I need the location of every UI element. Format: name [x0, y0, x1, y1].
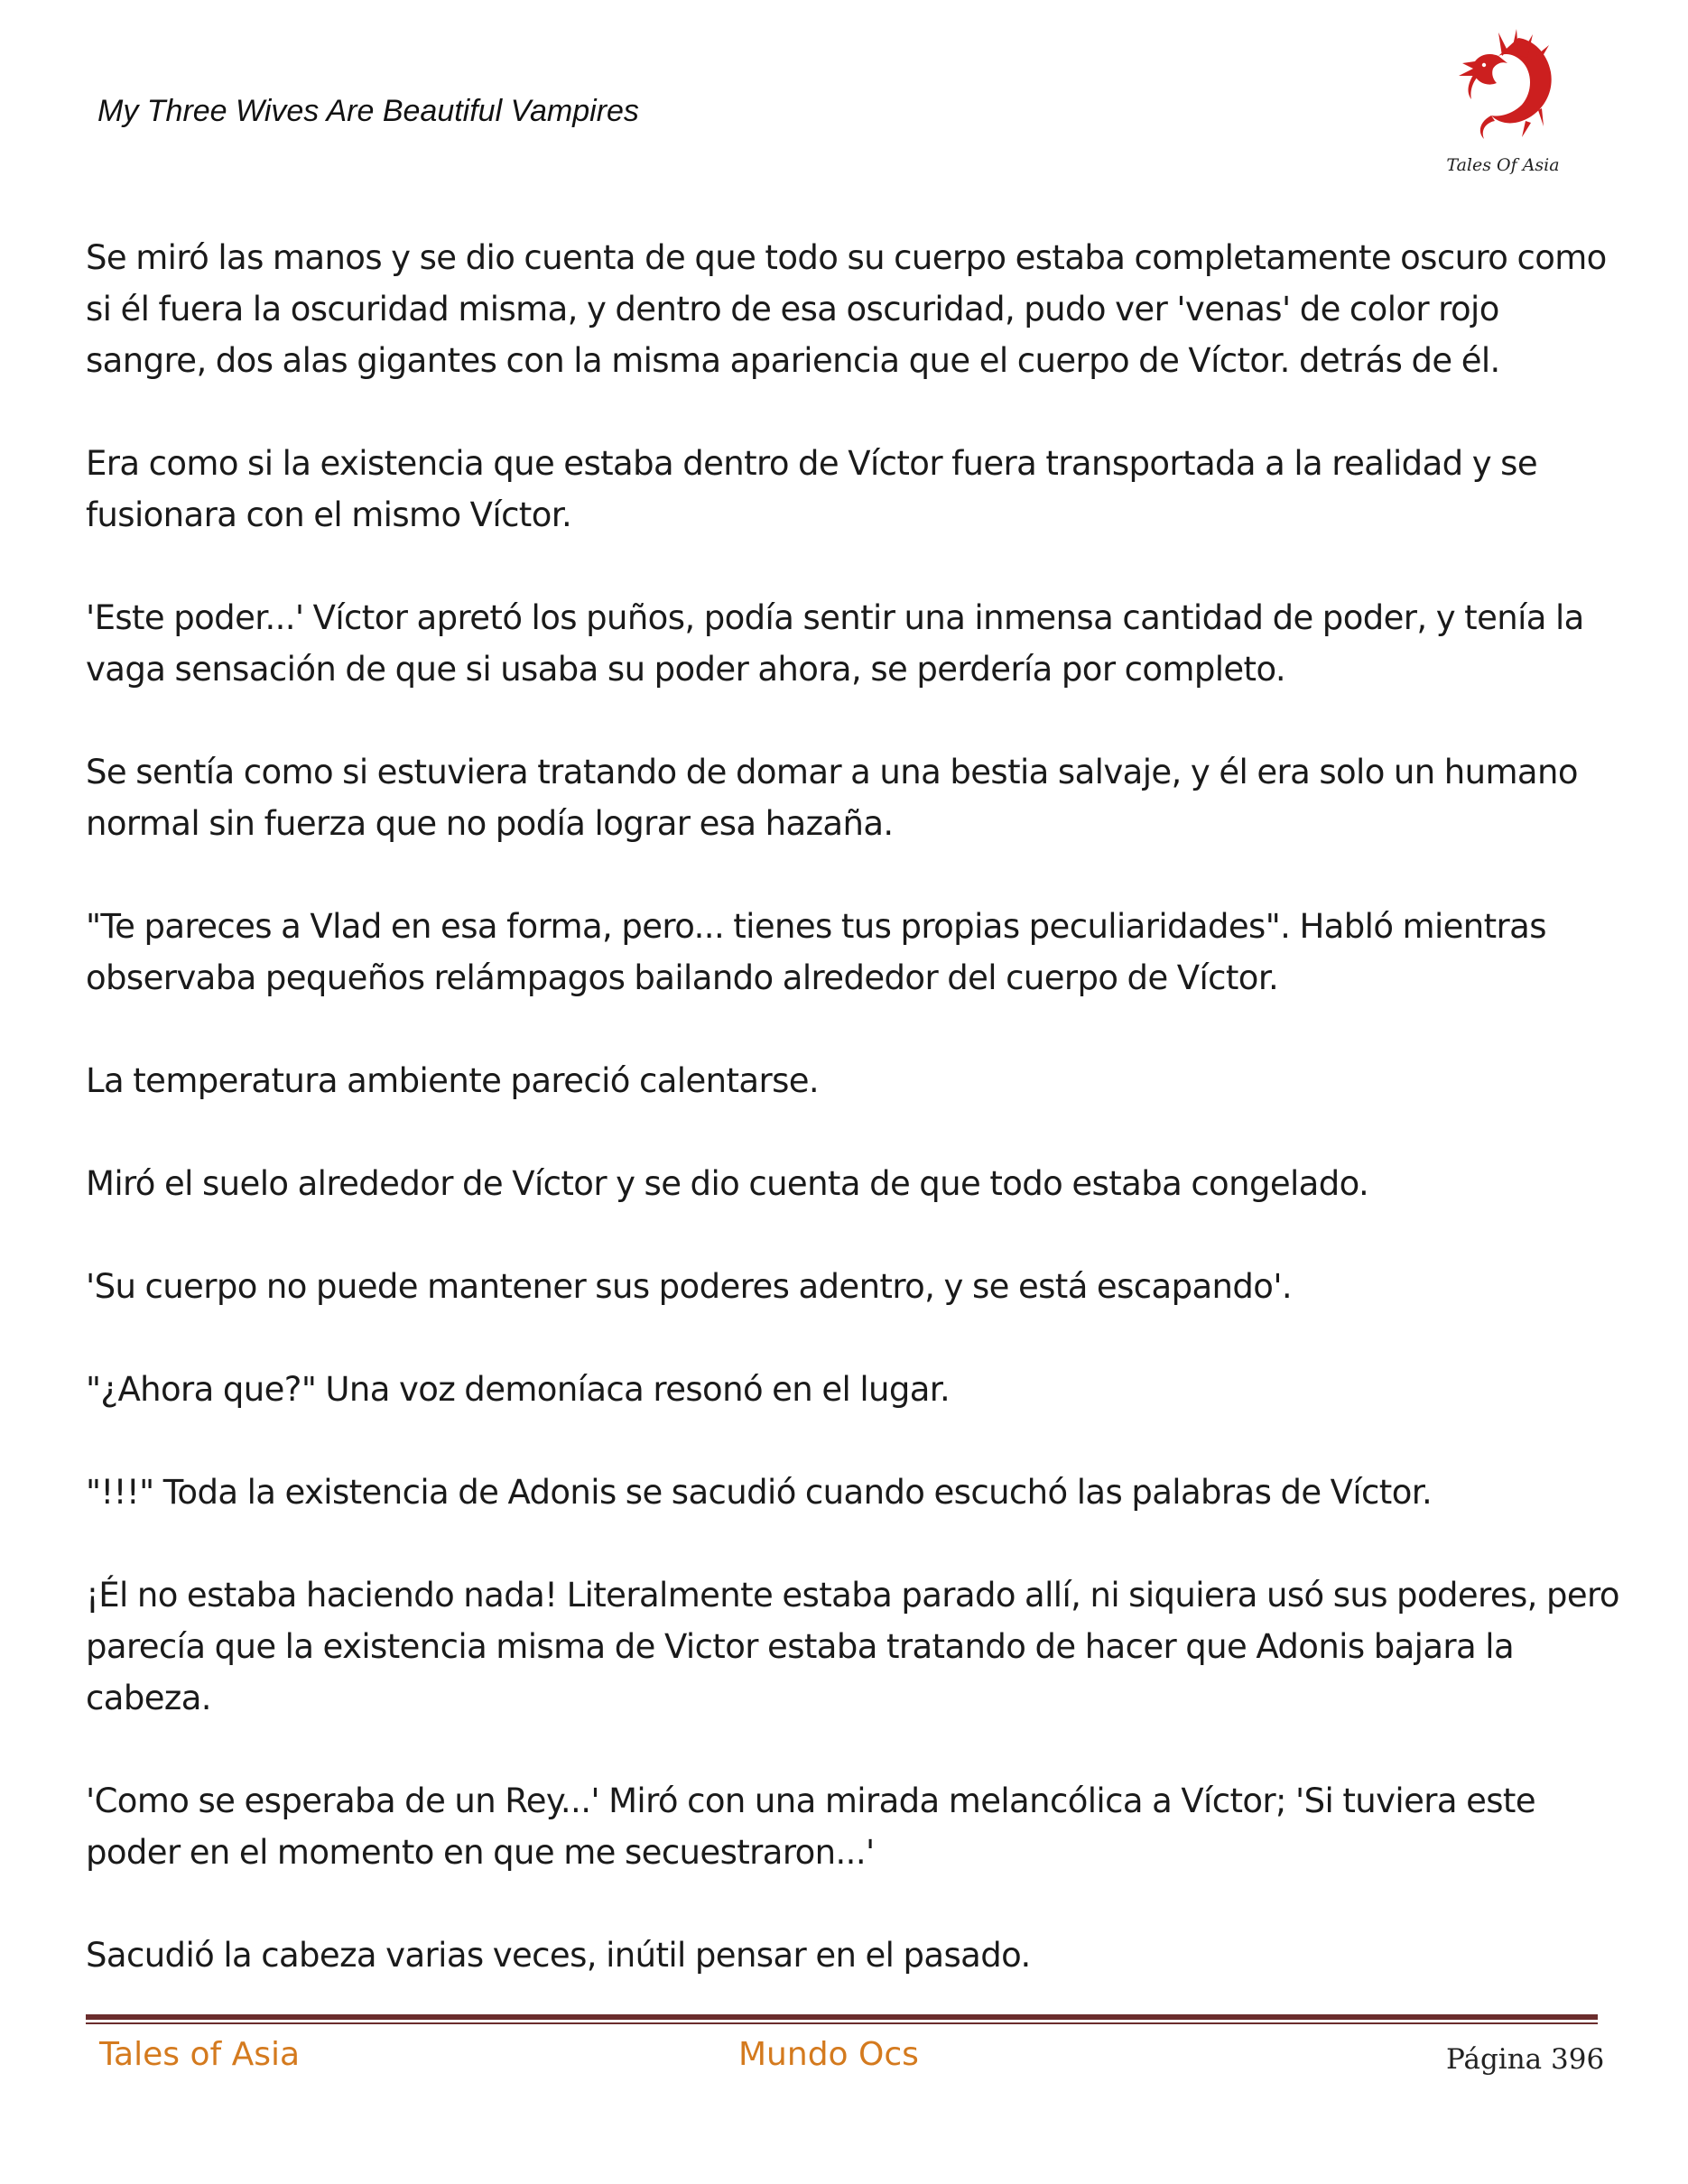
- paragraph: La temperatura ambiente pareció calentarse.: [86, 1061, 820, 1100]
- paragraph: Miró el suelo alrededor de Víctor y se dio cuenta de que todo estaba congelado.: [86, 1164, 1369, 1203]
- footer-divider-thin: [86, 2022, 1598, 2024]
- paragraph: ¡Él no estaba haciendo nada! Literalmente estaba parado allí, ni siquiera usó sus poderes, pero parecía que la existencia misma de Victor estaba tratando de hacer que Adonis bajara la cabeza.: [86, 1576, 1619, 1717]
- paragraph: Se miró las manos y se dio cuenta de que todo su cuerpo estaba completamente oscuro como si él fuera la oscuridad misma, y dentro de esa oscuridad, pudo ver 'venas' de color rojo sangre, dos alas gigantes con la misma apariencia que el cuerpo de Víctor. detrás de él.: [86, 238, 1607, 380]
- footer-publisher: Tales of Asia: [99, 2036, 301, 2073]
- footer-divider-thick: [86, 2014, 1598, 2020]
- logo-caption: Tales Of Asia: [1446, 155, 1560, 175]
- paragraph: Se sentía como si estuviera tratando de domar a una bestia salvaje, y él era solo un humano normal sin fuerza que no podía lograr esa hazaña.: [86, 753, 1578, 843]
- paragraph: "!!!" Toda la existencia de Adonis se sacudió cuando escuchó las palabras de Víctor.: [86, 1473, 1433, 1512]
- paragraph: "Te pareces a Vlad en esa forma, pero... tienes tus propias peculiaridades". Habló mientras observaba pequeños relámpagos bailando alrededor del cuerpo de Víctor.: [86, 907, 1546, 997]
- red-dragon-icon: [1435, 20, 1571, 155]
- page-body: [86, 232, 1620, 1981]
- paragraph: "¿Ahora que?" Una voz demoníaca resonó en el lugar.: [86, 1370, 951, 1409]
- footer-section: Mundo Ocs: [738, 2036, 919, 2073]
- tales-of-asia-logo: [1435, 20, 1571, 182]
- page-number: Página 396: [1446, 2043, 1605, 2076]
- book-title: My Three Wives Are Beautiful Vampires: [97, 94, 639, 128]
- paragraph: 'Su cuerpo no puede mantener sus poderes adentro, y se está escapando'.: [86, 1267, 1293, 1306]
- paragraph: 'Como se esperaba de un Rey...' Miró con una mirada melancólica a Víctor; 'Si tuviera este poder en el momento en que me secuestraron...': [86, 1781, 1535, 1872]
- paragraph: Sacudió la cabeza varias veces, inútil pensar en el pasado.: [86, 1936, 1031, 1975]
- paragraph: Era como si la existencia que estaba dentro de Víctor fuera transportada a la realidad y se fusionara con el mismo Víctor.: [86, 444, 1537, 534]
- paragraph: 'Este poder...' Víctor apretó los puños, podía sentir una inmensa cantidad de poder, y tenía la vaga sensación de que si usaba su poder ahora, se perdería por completo.: [86, 598, 1584, 689]
- footer-divider: [86, 2014, 1598, 2027]
